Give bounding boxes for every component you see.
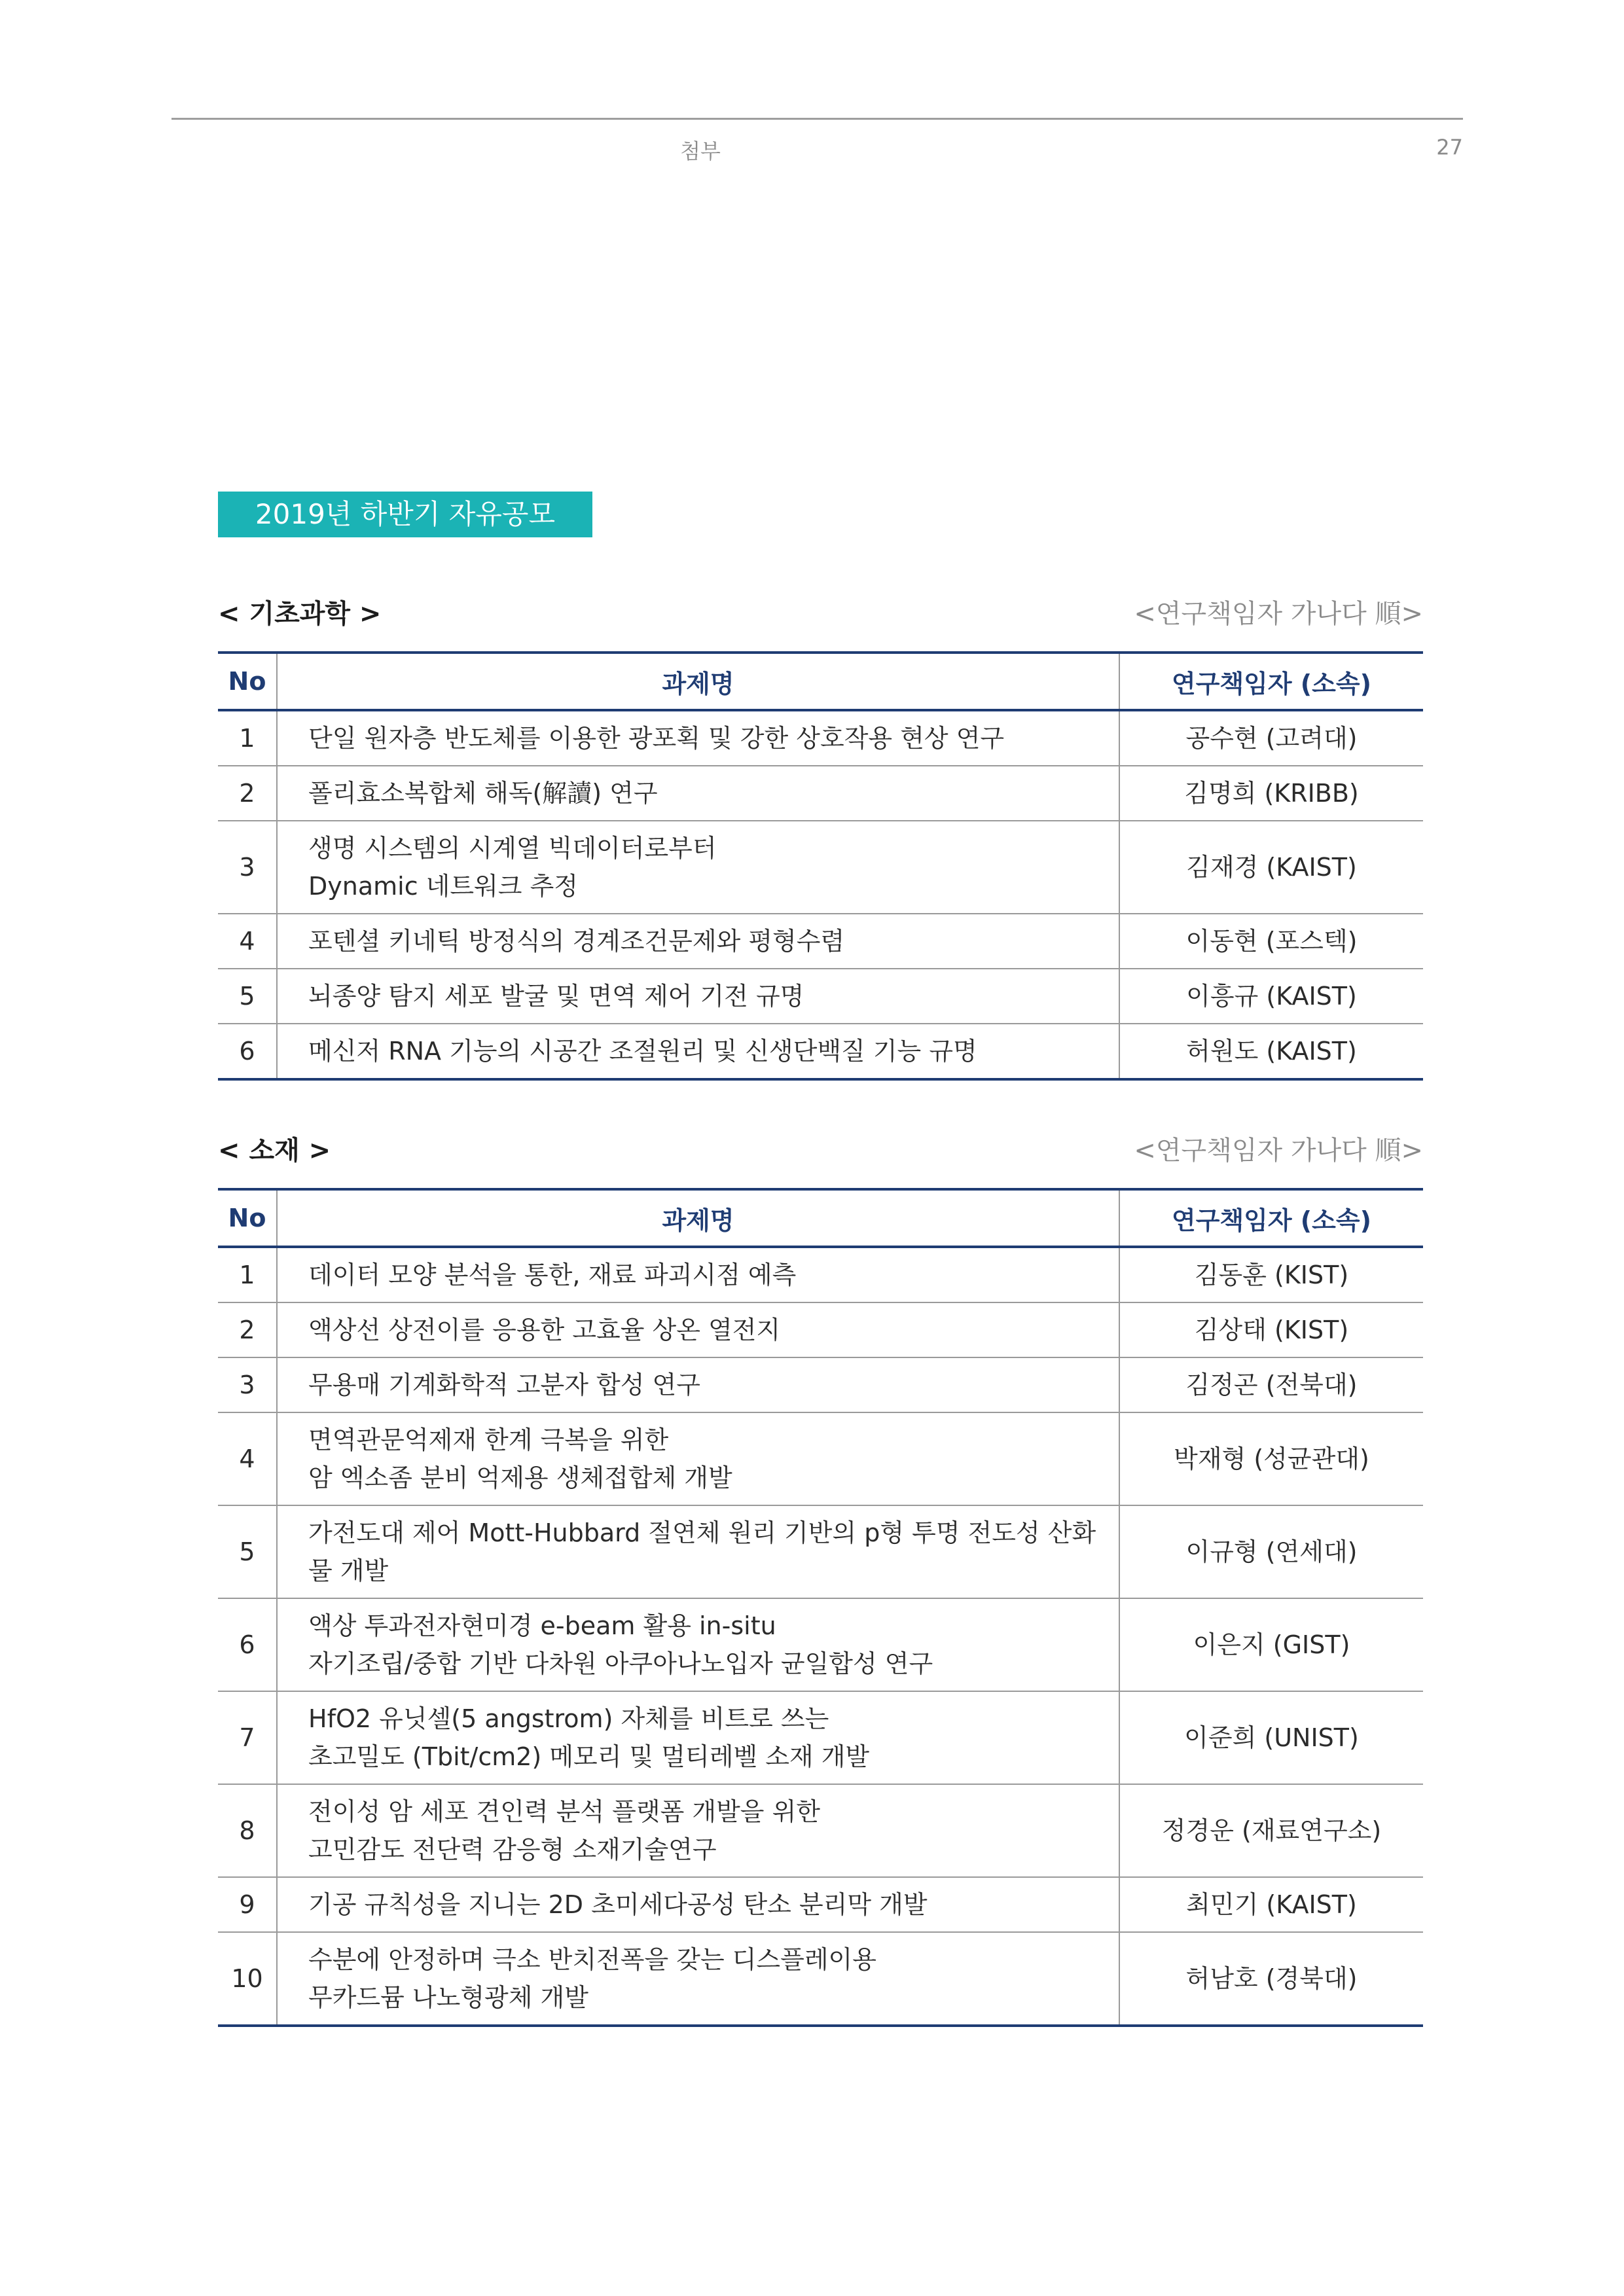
project-title-line: 데이터 모양 분석을 통한, 재료 파괴시점 예측 <box>308 1261 797 1289</box>
column-header-pi: 연구책임자 (소속) <box>1119 1189 1423 1247</box>
row-number: 2 <box>218 1302 277 1357</box>
principal-investigator: 정경운 (재료연구소) <box>1119 1784 1423 1877</box>
row-number: 4 <box>218 914 277 969</box>
principal-investigator: 김상태 (KIST) <box>1119 1302 1423 1357</box>
row-number: 9 <box>218 1877 277 1932</box>
table-row <box>218 1412 1423 1505</box>
principal-investigator: 이흥규 (KAIST) <box>1119 969 1423 1024</box>
table-header-row <box>218 653 1423 710</box>
project-title-line: 수분에 안정하며 극소 반치전폭을 갖는 디스플레이용 <box>308 1945 876 1974</box>
project-title <box>277 1247 1119 1302</box>
project-title <box>277 1598 1119 1691</box>
project-title-line: 기공 규칙성을 지니는 2D 초미세다공성 탄소 분리막 개발 <box>308 1890 928 1919</box>
table-row <box>218 710 1423 766</box>
table-row <box>218 1302 1423 1357</box>
table-row <box>218 1598 1423 1691</box>
table-body <box>218 1247 1423 2026</box>
project-title-line: 자기조립/중합 기반 다차원 아쿠아나노입자 균일합성 연구 <box>308 1649 933 1678</box>
group-order-note: <연구책임자 가나다 順> <box>1134 599 1423 629</box>
project-title-line: 무카드뮴 나노형광체 개발 <box>308 1983 588 2012</box>
project-title <box>277 710 1119 766</box>
project-title <box>277 1784 1119 1877</box>
project-title-line: 전이성 암 세포 견인력 분석 플랫폼 개발을 위한 <box>308 1797 821 1826</box>
principal-investigator: 이규형 (연세대) <box>1119 1505 1423 1598</box>
table-row <box>218 969 1423 1024</box>
row-number: 7 <box>218 1691 277 1784</box>
column-header-pi: 연구책임자 (소속) <box>1119 653 1423 710</box>
project-title <box>277 1691 1119 1784</box>
principal-investigator: 이준희 (UNIST) <box>1119 1691 1423 1784</box>
project-title <box>277 1302 1119 1357</box>
principal-investigator: 박재형 (성균관대) <box>1119 1412 1423 1505</box>
row-number: 5 <box>218 969 277 1024</box>
project-title-line: 포텐셜 키네틱 방정식의 경계조건문제와 평형수렴 <box>308 927 845 956</box>
project-title <box>277 1024 1119 1079</box>
table-row <box>218 914 1423 969</box>
project-title-line: 뇌종양 탐지 세포 발굴 및 면역 제어 기전 규명 <box>308 982 804 1011</box>
project-table-basic-science <box>218 651 1423 1081</box>
project-title-line: 폴리효소복합체 해독(解讀) 연구 <box>308 779 658 808</box>
row-number: 3 <box>218 1357 277 1412</box>
principal-investigator: 이은지 (GIST) <box>1119 1598 1423 1691</box>
project-title-line: 메신저 RNA 기능의 시공간 조절원리 및 신생단백질 기능 규명 <box>308 1037 977 1066</box>
column-header-title: 과제명 <box>277 653 1119 710</box>
project-title <box>277 821 1119 914</box>
principal-investigator: 공수현 (고려대) <box>1119 710 1423 766</box>
row-number: 5 <box>218 1505 277 1598</box>
principal-investigator: 김동훈 (KIST) <box>1119 1247 1423 1302</box>
table-row <box>218 1932 1423 2026</box>
project-title-line: 초고밀도 (Tbit/cm2) 메모리 및 멀티레벨 소재 개발 <box>308 1742 870 1771</box>
column-header-no: No <box>218 653 277 710</box>
column-header-title: 과제명 <box>277 1189 1119 1247</box>
group-title-materials: < 소재 > <box>218 1136 331 1166</box>
project-title-line: Dynamic 네트워크 추정 <box>308 872 578 901</box>
project-title <box>277 1932 1119 2026</box>
table-row <box>218 821 1423 914</box>
table-header-row <box>218 1189 1423 1247</box>
page-number: 27 <box>1436 135 1463 160</box>
project-title-line: 암 엑소좀 분비 억제용 생체접합체 개발 <box>308 1463 732 1492</box>
project-title-line: HfO2 유닛셀(5 angstrom) 자체를 비트로 쓰는 <box>308 1704 829 1733</box>
group-order-note: <연구책임자 가나다 順> <box>1134 1136 1423 1166</box>
project-title-line: 단일 원자층 반도체를 이용한 광포획 및 강한 상호작용 현상 연구 <box>308 724 1005 753</box>
project-title <box>277 1357 1119 1412</box>
row-number: 6 <box>218 1598 277 1691</box>
table-row <box>218 1505 1423 1598</box>
row-number: 1 <box>218 710 277 766</box>
table-row <box>218 1691 1423 1784</box>
section-banner: 2019년 하반기 자유공모 <box>218 492 592 537</box>
row-number: 8 <box>218 1784 277 1877</box>
row-number: 2 <box>218 766 277 821</box>
project-title-line: 가전도대 제어 Mott-Hubbard 절연체 원리 기반의 p형 투명 전도성 산화물 개발 <box>308 1518 1096 1585</box>
table-row <box>218 1784 1423 1877</box>
project-title-line: 면역관문억제재 한계 극복을 위한 <box>308 1426 669 1454</box>
project-table-materials <box>218 1188 1423 2027</box>
table-row <box>218 1877 1423 1932</box>
group-title-basic-science: < 기초과학 > <box>218 599 382 629</box>
project-title <box>277 1877 1119 1932</box>
principal-investigator: 김정곤 (전북대) <box>1119 1357 1423 1412</box>
column-header-no: No <box>218 1189 277 1247</box>
project-title <box>277 1505 1119 1598</box>
project-title-line: 무용매 기계화학적 고분자 합성 연구 <box>308 1371 700 1399</box>
project-title-line: 액상선 상전이를 응용한 고효율 상온 열전지 <box>308 1316 781 1344</box>
row-number: 3 <box>218 821 277 914</box>
row-number: 10 <box>218 1932 277 2026</box>
principal-investigator: 김재경 (KAIST) <box>1119 821 1423 914</box>
table-body <box>218 710 1423 1079</box>
principal-investigator: 허남호 (경북대) <box>1119 1932 1423 2026</box>
table-row <box>218 766 1423 821</box>
project-title-line: 생명 시스템의 시계열 빅데이터로부터 <box>308 834 717 863</box>
table-row <box>218 1024 1423 1079</box>
principal-investigator: 이동현 (포스텍) <box>1119 914 1423 969</box>
project-title <box>277 1412 1119 1505</box>
project-title <box>277 914 1119 969</box>
principal-investigator: 허원도 (KAIST) <box>1119 1024 1423 1079</box>
project-title-line: 고민감도 전단력 감응형 소재기술연구 <box>308 1835 717 1864</box>
project-title <box>277 766 1119 821</box>
principal-investigator: 최민기 (KAIST) <box>1119 1877 1423 1932</box>
header-section-label: 첨부 <box>680 139 721 164</box>
row-number: 4 <box>218 1412 277 1505</box>
project-title-line: 액상 투과전자현미경 e-beam 활용 in-situ <box>308 1611 776 1640</box>
project-title <box>277 969 1119 1024</box>
row-number: 1 <box>218 1247 277 1302</box>
row-number: 6 <box>218 1024 277 1079</box>
header-rule <box>171 118 1463 120</box>
table-row <box>218 1247 1423 1302</box>
principal-investigator: 김명희 (KRIBB) <box>1119 766 1423 821</box>
table-row <box>218 1357 1423 1412</box>
